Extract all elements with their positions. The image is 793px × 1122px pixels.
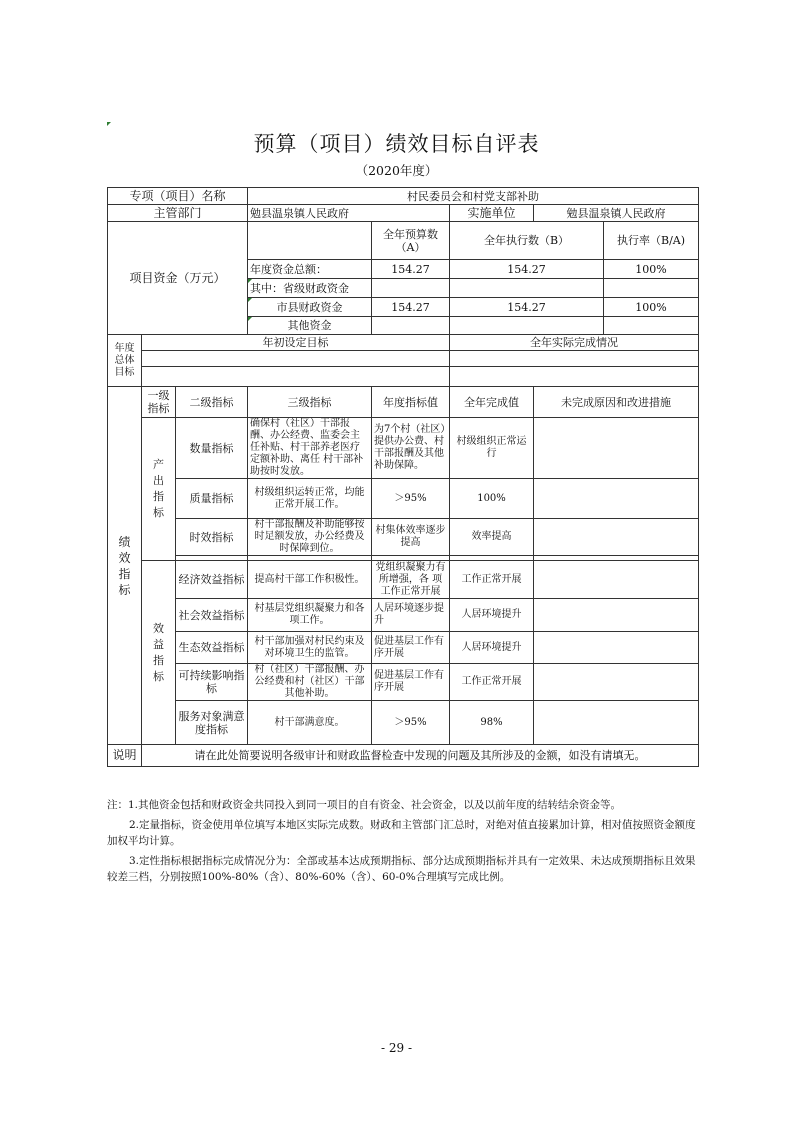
indicator-l3: 村（社区）干部报酬、办公经费和村（社区）干部其他补助。 (248, 664, 372, 701)
indicator-reason (534, 632, 699, 664)
fund-total-label: 年度资金总额： (248, 260, 372, 279)
lvl1-header: 一级指标 (142, 387, 176, 418)
full-done-header: 全年完成值 (450, 387, 534, 418)
footnote-2: 2.定量指标，资金使用单位填写本地区实际完成数。财政和主管部门汇总时，对绝对值直接累加计算，相对值按照资金额度加权平均计算。 (107, 819, 696, 847)
impl-unit-value: 勉县温泉镇人民政府 (534, 205, 699, 222)
indicator-year-value: 村集体效率逐步提高 (372, 519, 450, 556)
actual-done-extra (450, 367, 699, 387)
year-value-header: 年度指标值 (372, 387, 450, 418)
indicator-year-value: 党组织凝聚力有所增强，各 项工作正常开展 (372, 561, 450, 599)
indicator-l3: 村级组织运转正常，均能正常开展工作。 (248, 479, 372, 519)
indicator-year-value: 为7个村（社区）提供办公费、村干部报酬及其他补助保障。 (372, 418, 450, 479)
benefit-group-text: 效益指标 (153, 621, 164, 683)
self-evaluation-table (107, 187, 699, 767)
lvl3-header: 三级指标 (248, 387, 372, 418)
indicator-year-value: ＞95% (372, 701, 450, 745)
fund-city-b: 154.27 (450, 298, 604, 317)
fund-provincial-rate (604, 279, 699, 298)
indicator-l3: 村干部加强对村民约束及对环境卫生的监管。 (248, 632, 372, 664)
rate-header: 执行率（B/A) (604, 222, 699, 260)
indicator-reason (534, 664, 699, 701)
indicator-done: 人居环境提升 (450, 599, 534, 632)
indicator-done: 村级组织正常运行 (450, 418, 534, 479)
note-label: 说明 (108, 745, 142, 767)
perf-section-text: 绩效指标 (118, 534, 131, 597)
indicator-year-value: 促进基层工作有序开展 (372, 664, 450, 701)
exec-b-header: 全年执行数（B） (450, 222, 604, 260)
project-name-label: 专项（项目）名称 (108, 188, 248, 205)
fund-city-label: 市县财政资金 (248, 298, 372, 317)
perf-section-label (108, 387, 142, 745)
indicator-l2: 社会效益指标 (176, 599, 248, 632)
actual-done-value (450, 351, 699, 367)
lvl2-header: 二级指标 (176, 387, 248, 418)
page-title: 预算（项目）绩效目标自评表 (253, 132, 540, 156)
indicator-done: 100% (450, 479, 534, 519)
project-name-value: 村民委员会和村党支部补助 (248, 188, 699, 205)
fund-total-b: 154.27 (450, 260, 604, 279)
footnotes (107, 797, 699, 889)
impl-unit-label: 实施单位 (450, 205, 534, 222)
page-number: - 29 - (380, 1041, 412, 1055)
fund-total-a: 154.27 (372, 260, 450, 279)
reason-header: 未完成原因和改进措施 (534, 387, 699, 418)
indicator-l2: 数量指标 (176, 418, 248, 479)
indicator-reason (534, 479, 699, 519)
fund-city-a: 154.27 (372, 298, 450, 317)
dept-label: 主管部门 (108, 205, 248, 222)
actual-done-header: 全年实际完成情况 (450, 335, 699, 351)
indicator-l3: 村干部报酬及补助能够按时足额发放，办公经费及时保障到位。 (248, 519, 372, 556)
indicator-done: 98% (450, 701, 534, 745)
fund-label: 项目资金（万元） (108, 222, 248, 335)
fund-provincial-b (450, 279, 604, 298)
footnote-3: 3.定性指标根据指标完成情况分为：全部或基本达成预期指标、部分达成预期指标并具有一定效果、未达成预期指标且效果较差三档，分别按照100%-80%（含）、80%-60%（含）、60-0%合理填写完成比例。 (107, 855, 696, 883)
initial-goal-value (142, 351, 450, 367)
indicator-year-value: 促进基层工作有序开展 (372, 632, 450, 664)
indicator-reason (534, 418, 699, 479)
fund-header-blank (248, 222, 372, 260)
indicator-reason (534, 701, 699, 745)
output-group-text: 产出指标 (153, 458, 164, 519)
fund-other-label: 其他资金 (248, 317, 372, 335)
page-year: （2020年度） (355, 163, 438, 178)
fund-provincial-a (372, 279, 450, 298)
initial-goal-extra (142, 367, 450, 387)
note-text: 请在此处简要说明各级审计和财政监督检查中发现的问题及其所涉及的金额，如没有请填无。 (142, 745, 699, 767)
indicator-done: 工作正常开展 (450, 561, 534, 599)
indicator-l2: 经济效益指标 (176, 561, 248, 599)
indicator-l2: 时效指标 (176, 519, 248, 556)
dept-value: 勉县温泉镇人民政府 (248, 205, 450, 222)
fund-other-b (450, 317, 604, 335)
indicator-l2: 生态效益指标 (176, 632, 248, 664)
fund-total-rate: 100% (604, 260, 699, 279)
initial-goal-header: 年初设定目标 (142, 335, 450, 351)
fund-other-rate (604, 317, 699, 335)
indicator-year-value: 人居环境逐步提升 (372, 599, 450, 632)
indicator-reason (534, 561, 699, 599)
indicator-done: 工作正常开展 (450, 664, 534, 701)
indicator-l3: 提高村干部工作积极性。 (248, 561, 372, 599)
indicator-l3: 确保村（社区）干部报酬、办公经费、监委会主任补贴、村干部养老医疗定额补助、离任 村干部补助按时发放。 (248, 418, 372, 479)
goal-section-label: 年度总体目标 (108, 335, 142, 387)
fund-city-rate: 100% (604, 298, 699, 317)
indicator-reason (534, 519, 699, 556)
indicator-done: 人居环境提升 (450, 632, 534, 664)
benefit-group-label (142, 561, 176, 745)
indicator-l3: 村干部满意度。 (248, 701, 372, 745)
fund-other-a (372, 317, 450, 335)
indicator-l2: 质量指标 (176, 479, 248, 519)
budget-a-header: 全年预算数（A） (372, 222, 450, 260)
indicator-l3: 村基层党组织凝聚力和各项工作。 (248, 599, 372, 632)
indicator-year-value: ＞95% (372, 479, 450, 519)
indicator-l2: 可持续影响指标 (176, 664, 248, 701)
corner-mark (107, 122, 111, 126)
output-group-label (142, 418, 176, 561)
indicator-reason (534, 599, 699, 632)
indicator-done: 效率提高 (450, 519, 534, 556)
fund-provincial-label: 其中：省级财政资金 (248, 279, 372, 298)
footnote-1: 注：1.其他资金包括和财政资金共同投入到同一项目的自有资金、社会资金，以及以前年度的结转结余资金等。 (107, 799, 622, 811)
indicator-l2: 服务对象满意度指标 (176, 701, 248, 745)
